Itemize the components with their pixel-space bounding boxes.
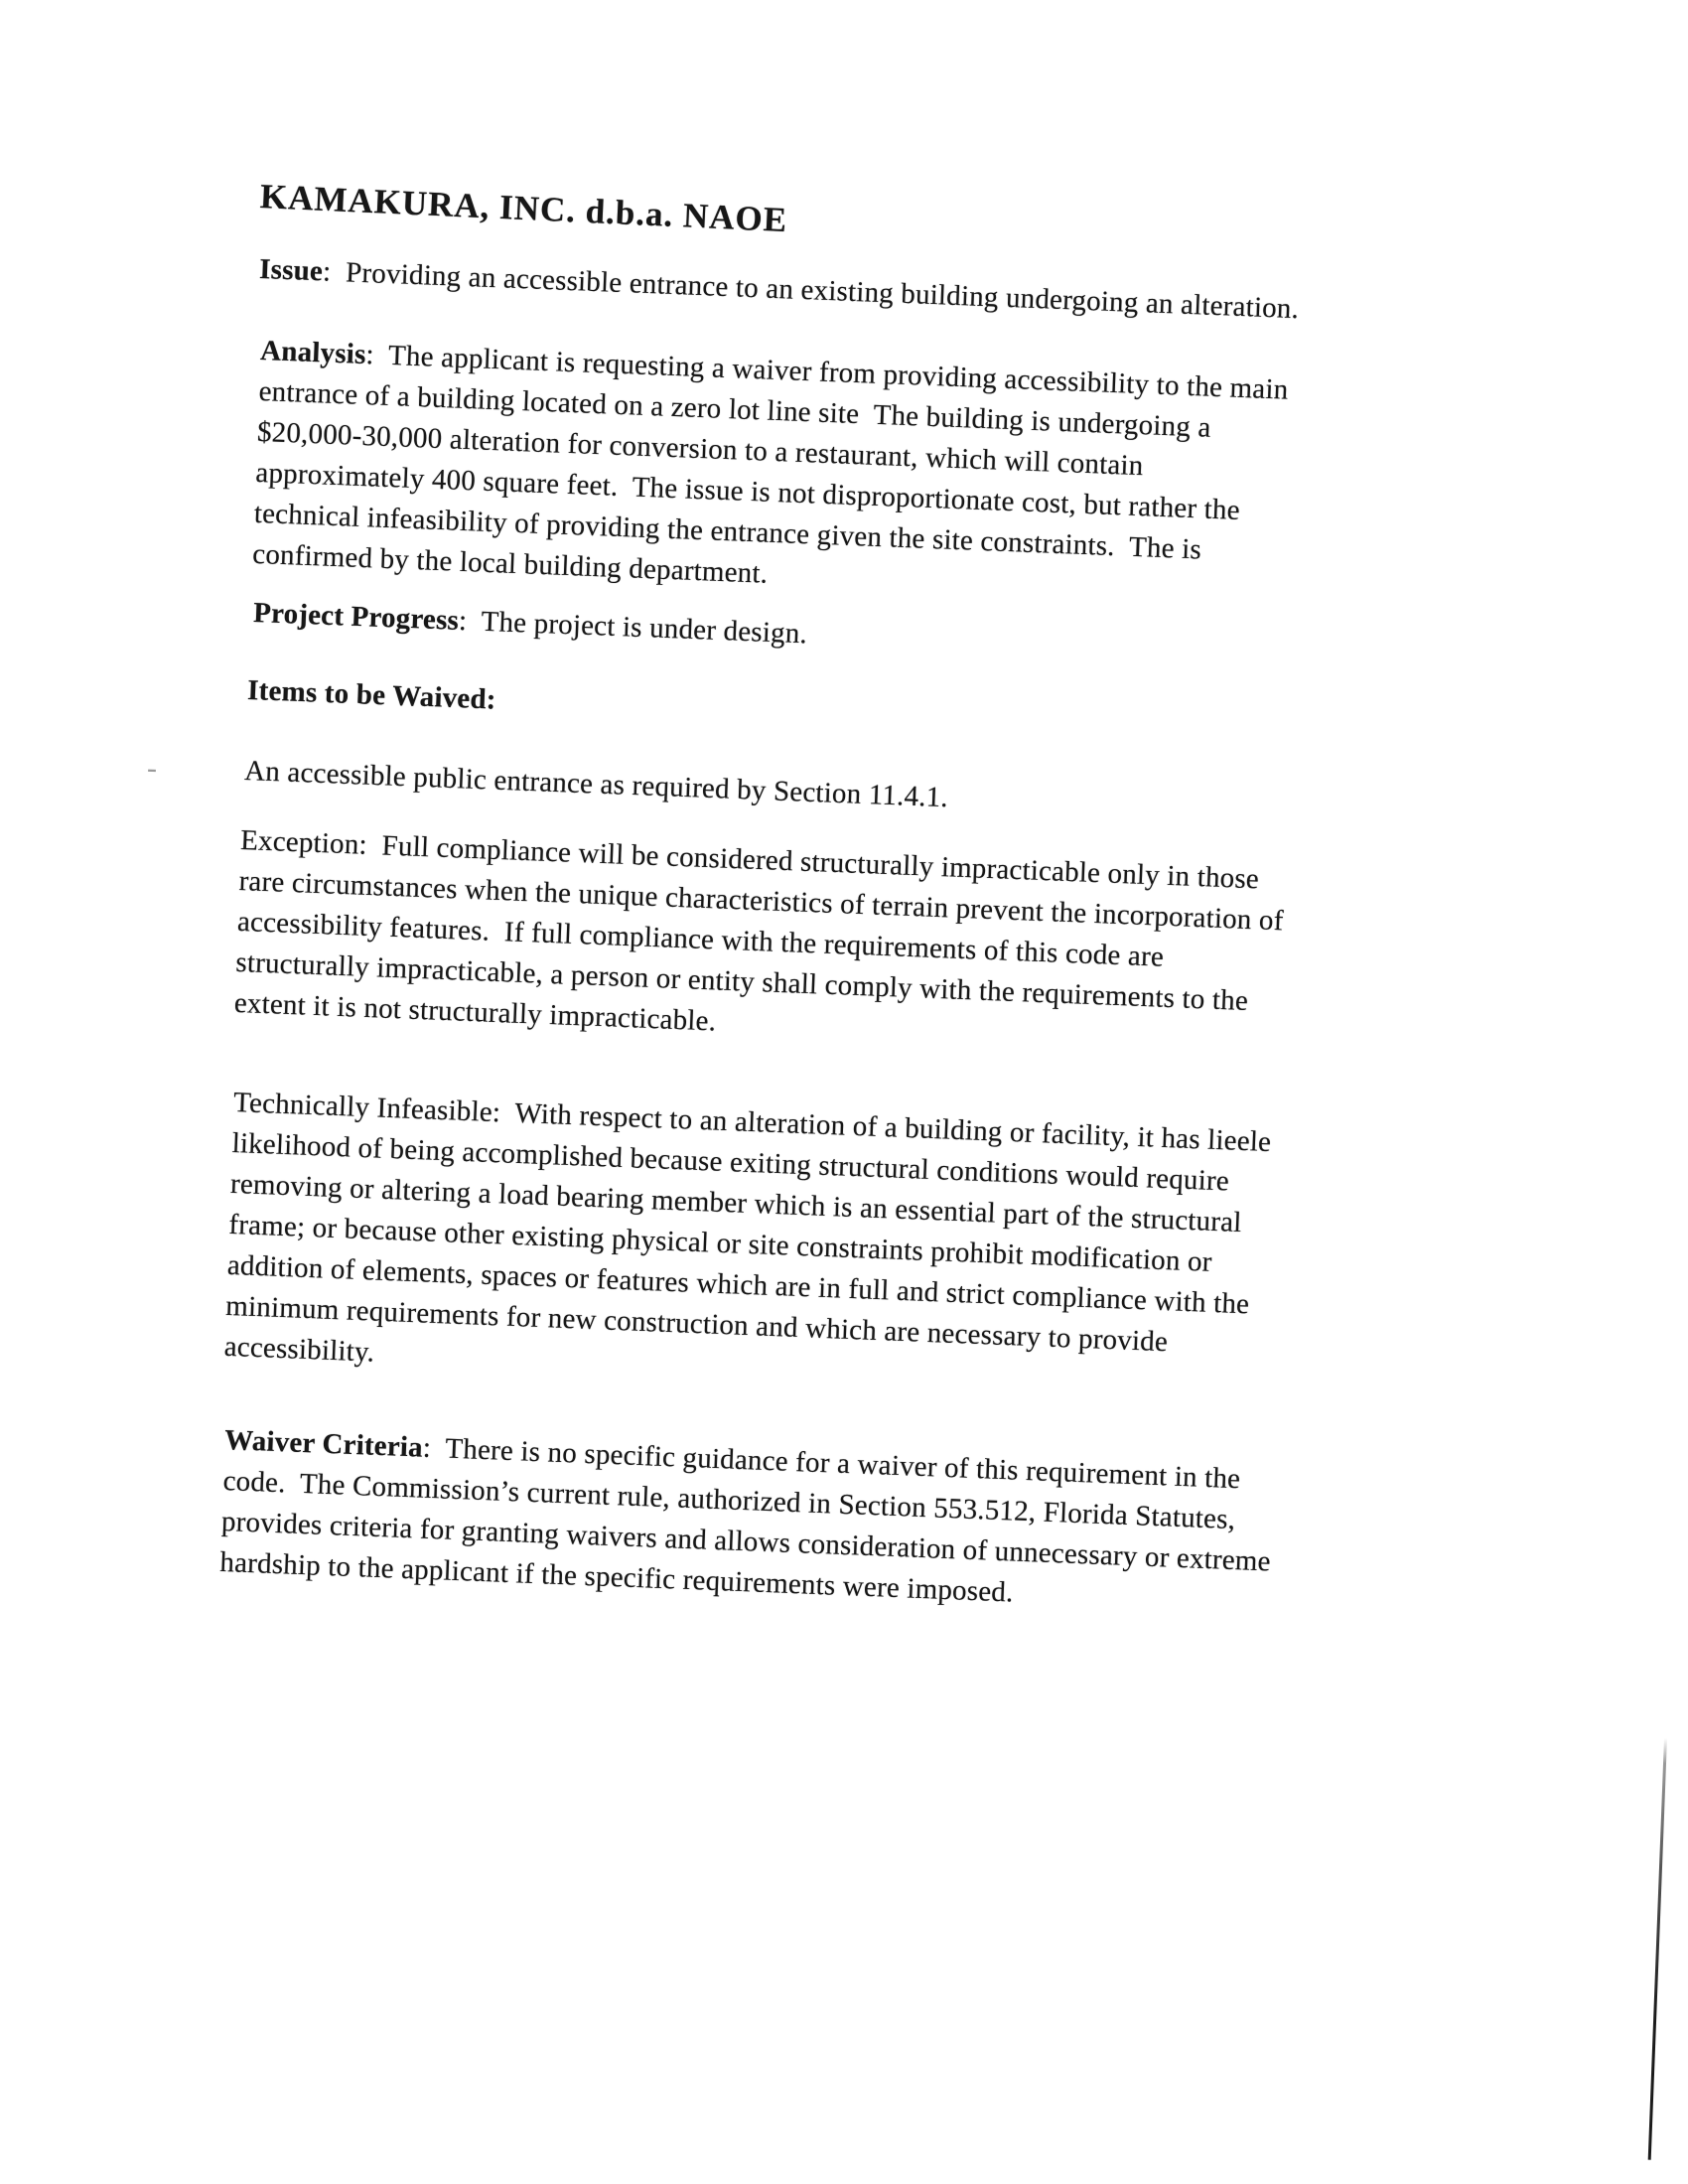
waiver-criteria-text: : There is no specific guidance for a waiver of this requirement in the code. The Commission’s current rule, authorized in Section 553.512, Florida Statutes, provides criteria for granting waivers and allows consideration of unnecessary or extreme hardship to the applicant if the specific requirements were imposed.: [218, 1431, 1272, 1609]
scan-vertical-line-artifact: [1648, 1738, 1667, 2160]
waiver-criteria-label: Waiver Criteria: [223, 1423, 424, 1464]
waiver-criteria-paragraph: [219, 1420, 1575, 1635]
items-to-be-waived-heading: [246, 670, 1598, 763]
exception-text: Exception: Full compliance will be considered structurally impracticable only in those rare circumstances when the unique characteristics of terrain prevent the incorporation of accessibility features. If full compliance with the requirements of this code are structurally impracticable, a person or entity shall comply with the requirements to the extent it is not structurally impracticable.: [233, 823, 1285, 1038]
analysis-paragraph: [252, 331, 1611, 627]
technically-infeasible-text: Technically Infeasible: With respect to an alteration of a building or facility, it has lieele likelihood of being accomplished because exiting structural conditions would require removing or altering a load bearing member which is an essential part of the structural frame; or because other existing physical or site constraints prohibit modification or addition of elements, spaces or features which are in full and strict compliance with the minimum requirements for new construction and which are necessary to provide accessibility.: [223, 1086, 1272, 1369]
items-to-be-waived-label: Items to be Waived:: [246, 673, 497, 716]
issue-label: Issue: [258, 252, 324, 288]
project-progress-label: Project Progress: [252, 596, 460, 637]
analysis-label: Analysis: [259, 334, 367, 371]
waived-item-text: An accessible public entrance as required by Section 11.4.1.: [243, 754, 949, 814]
project-progress-text: : The project is under design.: [458, 604, 808, 651]
exception-paragraph: [233, 820, 1591, 1076]
issue-paragraph: [258, 249, 1610, 342]
technically-infeasible-paragraph: [223, 1083, 1584, 1419]
scan-margin-dash-artifact: -: [146, 751, 158, 786]
analysis-text: : The applicant is requesting a waiver from providing accessibility to the main entrance of a building located on a zero lot line site The building is undergoing a $20,000-30,000 alteration for conversion to a restaurant, which will contain approximately 400 square feet. The issue is not disproportionate cost, but rather the technical infeasibility of providing the entrance given the site constraints. The is confirmed by the local building department.: [251, 339, 1289, 590]
document-title: KAMAKURA, INC. d.b.a. NAOE: [259, 176, 788, 240]
issue-text: : Providing an accessible entrance to an existing building undergoing an alteration.: [322, 255, 1300, 326]
